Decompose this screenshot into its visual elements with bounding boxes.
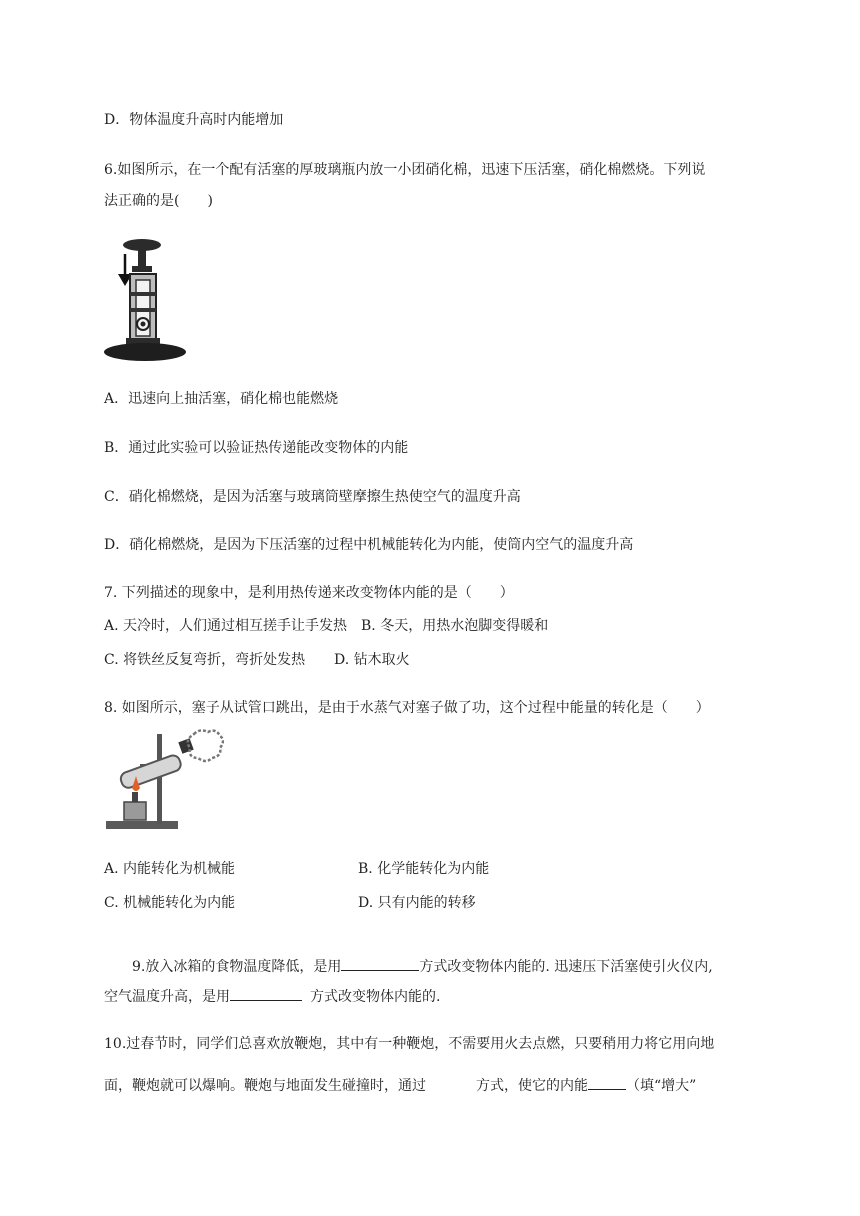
test-tube-apparatus-figure xyxy=(102,728,224,834)
q6-stem-line1: 6.如图所示，在一个配有活塞的厚玻璃瓶内放一小团硝化棉，迅速下压活塞，硝化棉燃烧。下列说 xyxy=(104,162,706,178)
q9-blank-1[interactable] xyxy=(341,956,419,971)
q8-stem: 8. 如图所示，塞子从试管口跳出，是由于水蒸气对塞子做了功，这个过程中能量的转化是（ ） xyxy=(104,700,710,716)
q6-option-d: D．硝化棉燃烧，是因为下压活塞的过程中机械能转化为内能，使筒内空气的温度升高 xyxy=(104,537,634,553)
q9-line2-text-a: 空气温度升高，是用 xyxy=(104,989,230,1005)
q8-option-d: D. 只有内能的转移 xyxy=(358,895,476,911)
q6-stem-line2: 法正确的是( ) xyxy=(104,193,213,209)
q8-option-a: A. 内能转化为机械能 xyxy=(104,861,236,877)
q10-line1: 10.过春节时，同学们总喜欢放鞭炮，其中有一种鞭炮，不需要用火去点燃，只要稍用力将它用向地 xyxy=(104,1036,715,1052)
q9-blank-2[interactable] xyxy=(230,986,302,1001)
q9-line1-text-b: 方式改变物体内能的. 迅速压下活塞使引火仪内, xyxy=(419,959,713,975)
q9-line1-text-a: 9.放入冰箱的食物温度降低，是用 xyxy=(132,959,342,975)
q6-option-c: C．硝化棉燃烧，是因为活塞与玻璃筒壁摩擦生热使空气的温度升高 xyxy=(104,489,521,505)
q7-options-ab: A. 天冷时，人们通过相互搓手让手发热 B. 冬天，用热水泡脚变得暖和 xyxy=(104,618,549,634)
q9-line2 xyxy=(104,986,440,1007)
q7-option-d: D. 钻木取火 xyxy=(334,652,410,668)
q10-blank-2[interactable] xyxy=(588,1075,626,1090)
q8-option-c: C. 机械能转化为内能 xyxy=(104,895,236,911)
q10-line2 xyxy=(104,1075,696,1096)
q10-line2-text-a: 面，鞭炮就可以爆响。鞭炮与地面发生碰撞时，通过 xyxy=(104,1078,426,1094)
q6-option-b: B．通过此实验可以验证热传递能改变物体的内能 xyxy=(104,440,409,456)
syringe-apparatus-figure xyxy=(102,232,192,364)
q7-option-c: C. 将铁丝反复弯折，弯折处发热 xyxy=(104,652,306,668)
q5-option-d: D．物体温度升高时内能增加 xyxy=(104,112,284,128)
q7-stem: 7. 下列描述的现象中，是利用热传递来改变物体内能的是（ ） xyxy=(104,585,514,601)
q8-option-b: B. 化学能转化为内能 xyxy=(358,861,490,877)
q9-line1 xyxy=(132,956,713,977)
q10-line2-text-c: （填“增大” xyxy=(626,1078,697,1094)
q10-line2-text-b: 方式，使它的内能 xyxy=(476,1078,588,1094)
q10-blank-1[interactable] xyxy=(426,1076,476,1090)
q6-option-a: A．迅速向上抽活塞，硝化棉也能燃烧 xyxy=(104,391,339,407)
q9-line2-text-b: 方式改变物体内能的. xyxy=(310,989,441,1005)
